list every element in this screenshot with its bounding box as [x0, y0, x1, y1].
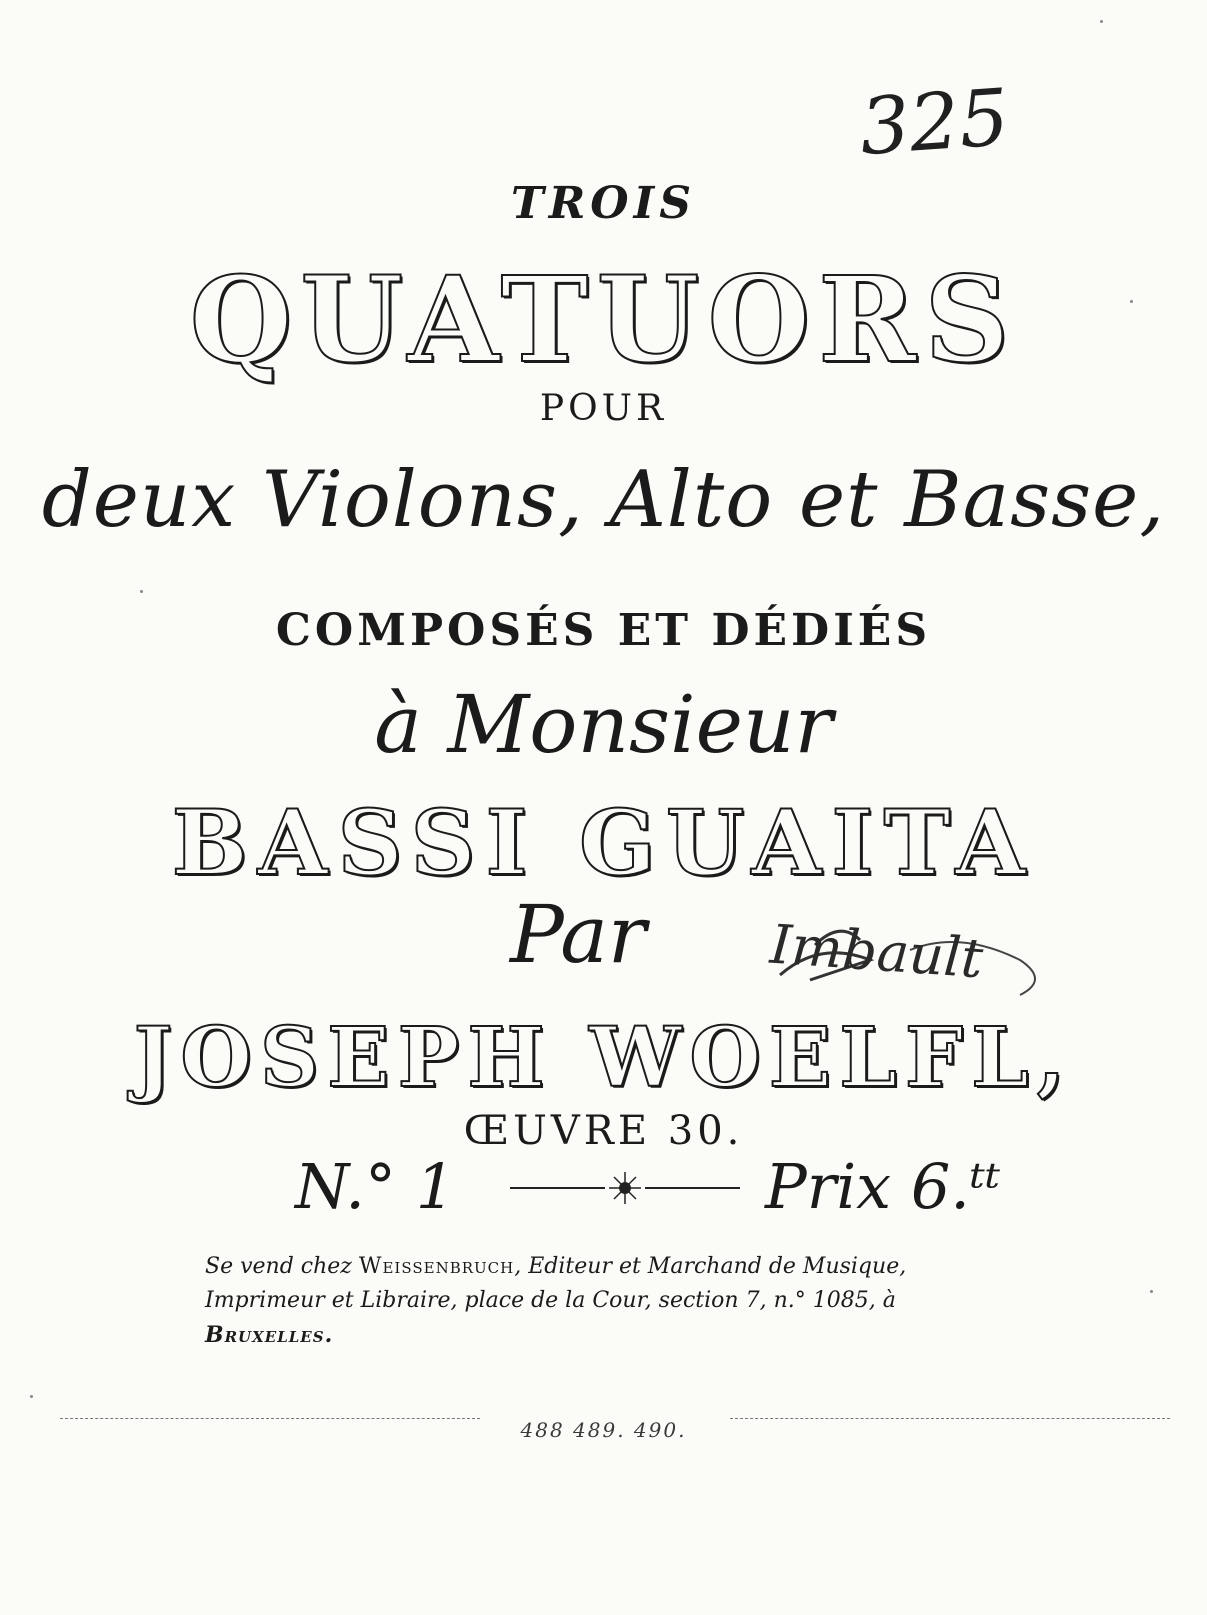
signature: Imbault	[768, 912, 985, 991]
speck	[1150, 1290, 1153, 1293]
dedicatee-name: BASSI GUAITA	[171, 790, 1036, 896]
title-par: Par	[510, 888, 647, 981]
price: Prix 6.ᵗᵗ	[765, 1150, 1001, 1223]
speck	[30, 1395, 33, 1398]
opus-number: ŒUVRE 30.	[463, 1108, 744, 1154]
speck	[1130, 300, 1133, 303]
title-a-monsieur: à Monsieur	[374, 678, 833, 771]
title-composes-et-dedies: COMPOSÉS ET DÉDIÉS	[275, 605, 932, 656]
publisher-name: Weissenbruch	[358, 1254, 515, 1279]
speck	[1100, 20, 1103, 23]
composer-name: JOSEPH WOELFL,	[133, 1010, 1074, 1106]
plate-numbers: 488 489. 490.	[520, 1418, 687, 1442]
title-quatuors: QUATUORS	[189, 250, 1018, 389]
title-instruments: deux Violons, Alto et Basse,	[41, 455, 1166, 545]
imprint-line-1: Se vend chez Weissenbruch, Editeur et Marchand de Musique,	[205, 1254, 907, 1279]
speck	[140, 590, 143, 593]
title-trois: TROIS	[511, 178, 696, 229]
handwritten-catalog-number: 325	[857, 72, 1012, 174]
publisher-imprint	[205, 1250, 1005, 1352]
edition-number: N.° 1	[295, 1150, 456, 1223]
title-pour: POUR	[539, 388, 668, 429]
sunburst-ornament-icon	[510, 1168, 740, 1208]
imprint-city: Bruxelles.	[205, 1322, 334, 1348]
imprint-line-2: Imprimeur et Libraire, place de la Cour, section 7, n.° 1085, à	[205, 1288, 896, 1313]
